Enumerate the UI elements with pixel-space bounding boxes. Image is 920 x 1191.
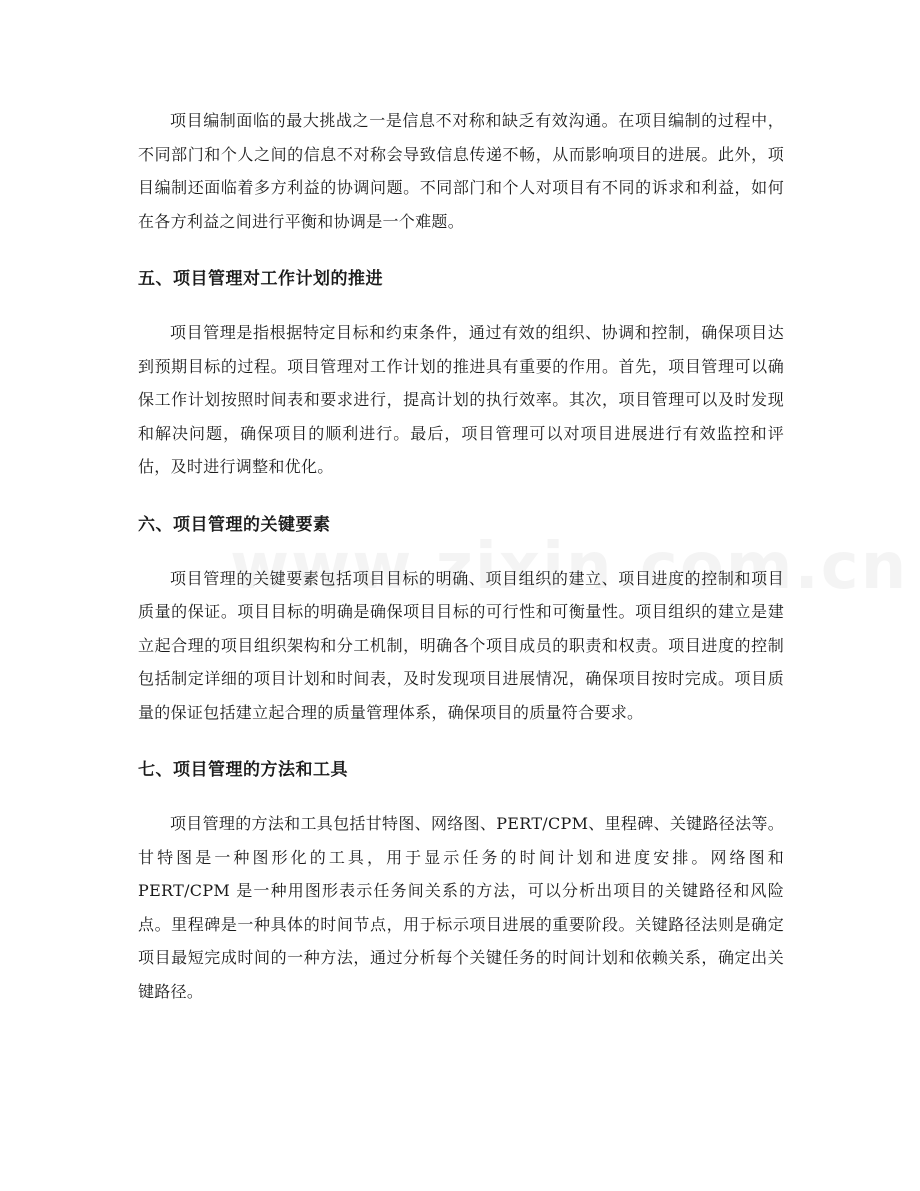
section-heading-7: 七、项目管理的方法和工具 <box>138 760 348 780</box>
section-body-7: 项目管理的方法和工具包括甘特图、网络图、PERT/CPM、里程碑、关键路径法等。甘特图是一种图形化的工具，用于显示任务的时间计划和进度安排。网络图和 PERT/CPM 是一种用图形表示任务间关系的方法，可以分析出项目的关键路径和风险点。里程碑是一种具体的时间节点，用于标示项目进展的重要阶段。关键路径法则是确定项目最短完成时间的一种方法，通过分析每个关键任务的时间计划和依赖关系，确定出关键路径。 <box>138 814 784 1001</box>
section-body-5: 项目管理是指根据特定目标和约束条件，通过有效的组织、协调和控制，确保项目达到预期目标的过程。项目管理对工作计划的推进具有重要的作用。首先，项目管理可以确保工作计划按照时间表和要求进行，提高计划的执行效率。其次，项目管理可以及时发现和解决问题，确保项目的顺利进行。最后，项目管理可以对项目进展进行有效监控和评估，及时进行调整和优化。 <box>138 323 784 476</box>
document-page <box>138 104 784 1008</box>
section-body-6: 项目管理的关键要素包括项目目标的明确、项目组织的建立、项目进度的控制和项目质量的保证。项目目标的明确是确保项目目标的可行性和可衡量性。项目组织的建立是建立起合理的项目组织架构和分工机制，明确各个项目成员的职责和权责。项目进度的控制包括制定详细的项目计划和时间表，及时发现项目进展情况，确保项目按时完成。项目质量的保证包括建立起合理的质量管理体系，确保项目的质量符合要求。 <box>138 568 784 722</box>
paragraph-intro: 项目编制面临的最大挑战之一是信息不对称和缺乏有效沟通。在项目编制的过程中，不同部门和个人之间的信息不对称会导致信息传递不畅，从而影响项目的进展。此外，项目编制还面临着多方利益的协调问题。不同部门和个人对项目有不同的诉求和利益，如何在各方利益之间进行平衡和协调是一个难题。 <box>138 111 784 231</box>
section-heading-6: 六、项目管理的关键要素 <box>138 514 331 535</box>
section-heading-5: 五、项目管理对工作计划的推进 <box>138 269 383 289</box>
